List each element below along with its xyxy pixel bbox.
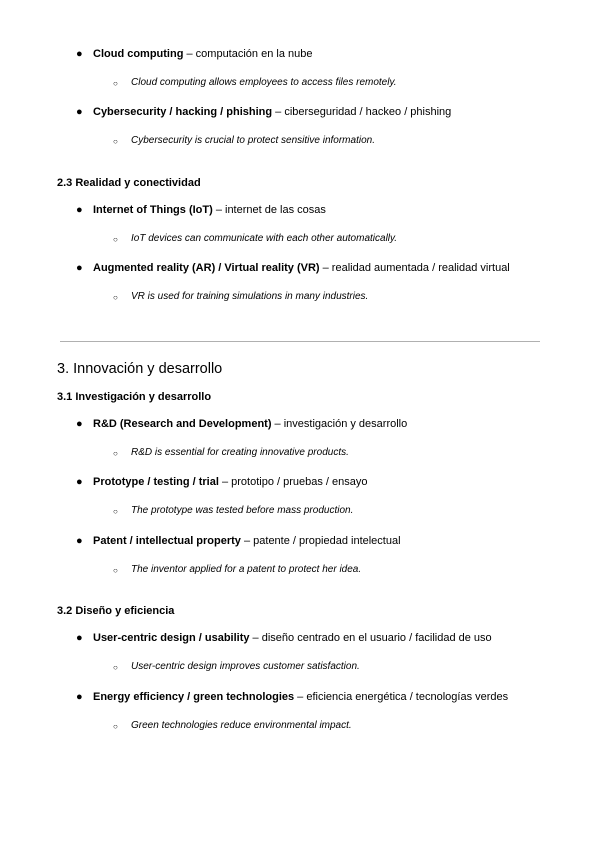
example-sentence: Green technologies reduce environmental impact.: [131, 720, 352, 731]
term: Energy efficiency / green technologies: [93, 691, 295, 703]
list-item: [93, 476, 368, 488]
list-item: [93, 535, 401, 547]
subsection-heading: 2.3 Realidad y conectividad: [57, 177, 201, 189]
example-sentence: Cybersecurity is crucial to protect sensitive information.: [131, 135, 375, 146]
list-item: [93, 106, 451, 118]
list-item: [93, 632, 492, 644]
translation: – eficiencia energética / tecnologías verdes: [294, 691, 509, 703]
example-sentence: IoT devices can communicate with each other automatically.: [131, 233, 398, 244]
sub-bullet-icon: ○: [113, 235, 118, 244]
translation: – ciberseguridad / hackeo / phishing: [272, 106, 452, 118]
bullet-icon: ●: [76, 106, 83, 118]
list-item: [93, 691, 508, 703]
sub-bullet-icon: ○: [113, 137, 118, 146]
term: Prototype / testing / trial: [93, 476, 219, 488]
term: Cloud computing: [93, 48, 184, 60]
bullet-icon: ●: [76, 418, 83, 430]
translation: – internet de las cosas: [212, 204, 326, 216]
example-sentence: R&D is essential for creating innovative products.: [131, 447, 349, 458]
example-sentence: The inventor applied for a patent to protect her idea.: [131, 564, 362, 575]
translation: – prototipo / pruebas / ensayo: [218, 476, 368, 488]
bullet-icon: ●: [76, 204, 83, 216]
term: Internet of Things (IoT): [93, 204, 213, 216]
list-item: [93, 262, 510, 274]
sub-bullet-icon: ○: [113, 566, 118, 575]
translation: – patente / propiedad intelectual: [240, 535, 401, 547]
example-sentence: VR is used for training simulations in many industries.: [131, 291, 369, 302]
bullet-icon: ●: [76, 262, 83, 274]
section-heading: 3. Innovación y desarrollo: [57, 361, 223, 377]
bullet-icon: ●: [76, 48, 83, 60]
term: Cybersecurity / hacking / phishing: [93, 106, 273, 118]
term: Augmented reality (AR) / Virtual reality (VR): [93, 262, 320, 274]
bullet-icon: ●: [76, 632, 83, 644]
sub-bullet-icon: ○: [113, 722, 118, 731]
bullet-icon: ●: [76, 476, 83, 488]
subsection-heading: 3.2 Diseño y eficiencia: [57, 605, 175, 617]
sub-bullet-icon: ○: [113, 507, 118, 516]
example-sentence: User-centric design improves customer satisfaction.: [131, 661, 360, 672]
sub-bullet-icon: ○: [113, 79, 118, 88]
bullet-icon: ●: [76, 691, 83, 703]
bullet-icon: ●: [76, 535, 83, 547]
sub-bullet-icon: ○: [113, 663, 118, 672]
list-item: [93, 204, 326, 216]
list-item: [93, 48, 312, 60]
translation: – diseño centrado en el usuario / facilidad de uso: [249, 632, 492, 644]
term: R&D (Research and Development): [93, 418, 272, 430]
list-item: [93, 418, 407, 430]
horizontal-divider: [60, 341, 540, 342]
sub-bullet-icon: ○: [113, 293, 118, 302]
subsection-heading: 3.1 Investigación y desarrollo: [57, 391, 212, 403]
term: Patent / intellectual property: [93, 535, 241, 547]
term: User-centric design / usability: [93, 632, 250, 644]
translation: – realidad aumentada / realidad virtual: [319, 262, 510, 274]
sub-bullet-icon: ○: [113, 449, 118, 458]
example-sentence: The prototype was tested before mass production.: [131, 505, 354, 516]
translation: – computación en la nube: [183, 48, 313, 60]
translation: – investigación y desarrollo: [271, 418, 408, 430]
example-sentence: Cloud computing allows employees to access files remotely.: [131, 77, 397, 88]
